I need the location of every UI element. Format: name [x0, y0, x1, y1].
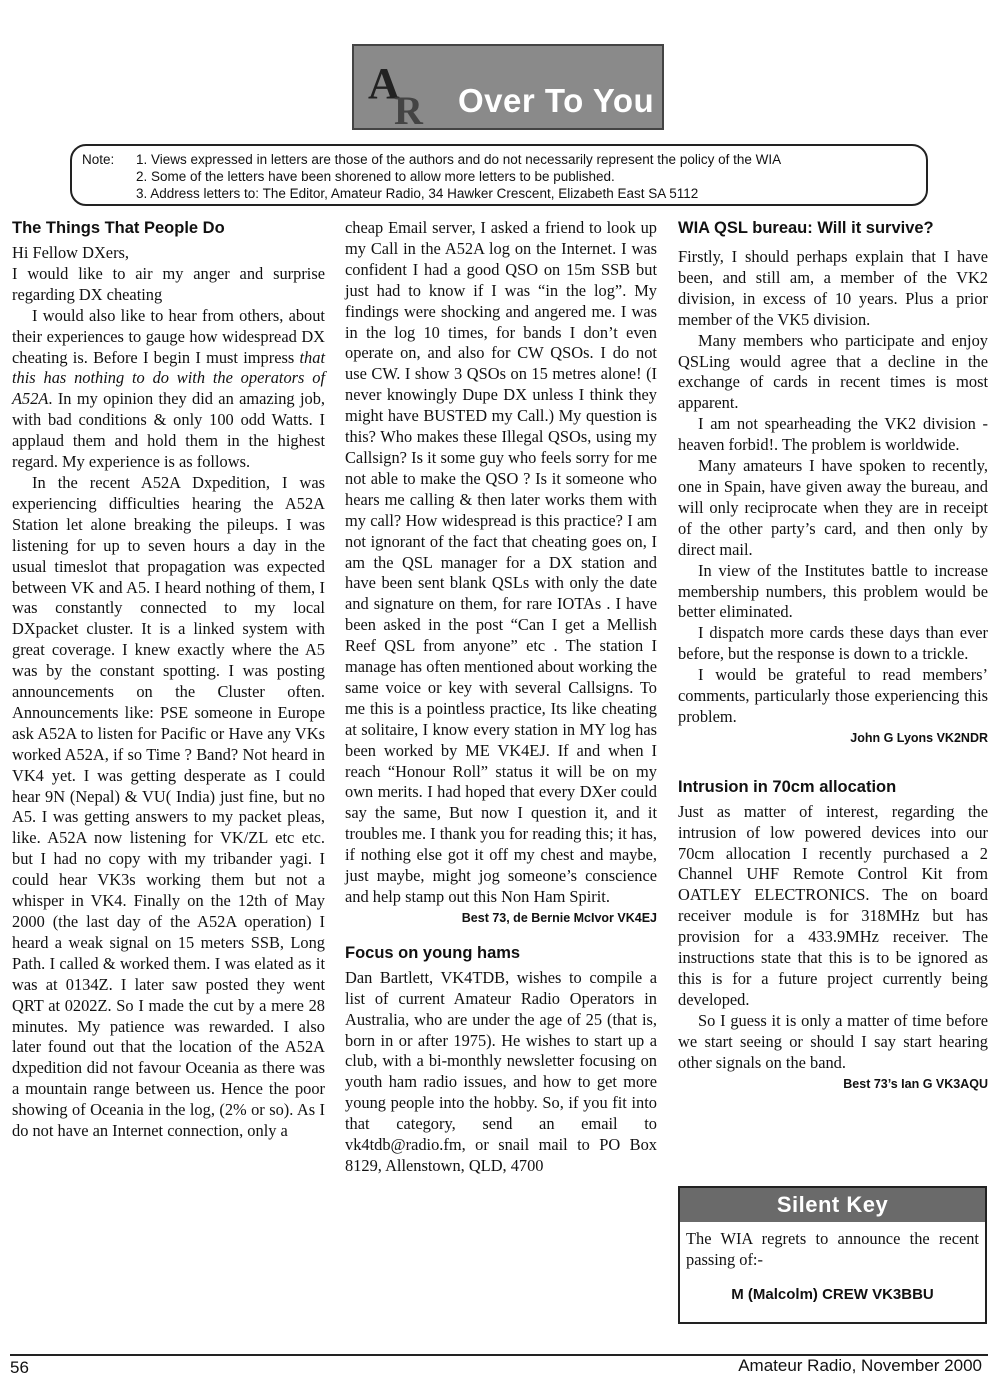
- article-text: In view of the Institutes battle to increase membership numbers, this problem would be better eliminated.: [678, 560, 988, 622]
- article-text: Dan Bartlett, VK4TDB, wishes to compile a list of current Amateur Radio Operators in Australia, who are under the age of 25 (that is, born in or after 1975). He wishes to start up a club, with a bi-monthly newsletter focusing on youth ham radio issues, and how to get more young people into the hobby. So, if you fit into that category, send an email to vk4tdb@radio.fm, or snail mail to PO Box 8129, Allenstown, QLD, 4700: [345, 967, 657, 1175]
- emphasis-text: that this has nothing to do with the operators of A52A: [12, 347, 325, 409]
- silent-key-box: [678, 1186, 987, 1324]
- article-text: So I guess it is only a matter of time before we start seeing or should I say start hearing other signals on the band.: [678, 1010, 988, 1072]
- svg-text:A: A: [368, 59, 400, 108]
- silent-key-text: The WIA regrets to announce the recent passing of:-: [686, 1229, 979, 1269]
- article-text: I would also like to hear from others, about their experiences to gauge how widespread DX cheating is. Before I begin I must impress that this has nothing to do with the operators of A52A. In my opinion they did an amazing job, with bad conditions & only 100 odd Watts. I applaud them and hold them in the highest regard. My experience is as follows.: [12, 305, 325, 472]
- article-text: Just as matter of interest, regarding the intrusion of low powered devices into our 70cm allocation I recently purchased a 2 Channel UHF Remote Control Kit from OATLEY ELECTRONICS. The on board receiver module is for 318MHz but has provision for a 433.9MHz receiver. The instructions state that this is to be ignored as this is for a future project currently being developed.: [678, 801, 988, 1009]
- article-text: I would be grateful to read members’ comments, particularly those experiencing this problem.: [678, 665, 988, 726]
- article-text: I dispatch more cards these days than ever before, but the response is down to a trickle.: [678, 623, 988, 664]
- article-text: I am not spearheading the VK2 division - heaven forbid!. The problem is worldwide.: [678, 414, 988, 455]
- article-heading-young-hams: Focus on young hams: [345, 943, 521, 962]
- silent-key-title: Silent Key: [680, 1188, 985, 1222]
- silent-key-name: M (Malcolm) CREW VK3BBU: [731, 1286, 934, 1303]
- article-heading-intrusion: Intrusion in 70cm allocation: [678, 777, 897, 796]
- article-text: Many members who participate and enjoy QSLing would agree that a decline in the exchange of cards in recent times is most apparent.: [678, 330, 988, 413]
- column-1: [12, 218, 325, 1142]
- note-line: 1. Views expressed in letters are those of the authors and do not necessarily represent the policy of the WIA: [136, 152, 782, 167]
- editorial-note: [70, 144, 928, 206]
- article-heading-qsl-bureau: WIA QSL bureau: Will it survive?: [678, 219, 934, 237]
- page-number: 56: [10, 1358, 29, 1377]
- article-text: I would like to air my anger and surprise regarding DX cheating: [12, 263, 325, 304]
- article-signature: Best 73, de Bernie McIvor VK4EJ: [461, 910, 657, 925]
- article-text: cheap Email server, I asked a friend to look up my Call in the A52A log on the Internet. I was confident I had a good QSO on 15m SSB but just had to know if I was “in the log”. My findings were shocking and angered me. I was in the log 10 times, for bands I don’t even operate on, and also for CW QSOs. I do not use CW. I show 3 QSOs on 15 metres alone! (I never knowingly Dupe DX unless I think they might have BUSTED my Call.) My question is this? Who makes these Illegal QSOs, using my Callsign? Is it some guy who feels sorry for me not able to make the QSO ? Is it someone who hears me calling & then later works them with my call? How widespread is this practice? I am not ignorant of the fact that cheating goes on, I am the QSL manager for a DX station and have been sent blank QSLs with only the date and signature on them, for rare IOTAs . I have been asked in the post “Can I get a Mellish Reef QSL from anyone” etc . The station I manage has often mentioned about working the same voice or key with several Callsigns. To me this is a pointless practice, Its like cheating at solitaire, I know every station in MY log has been worked by ME VK4EJ. If and when I reach “Honour Roll” status it will be on my own merits. I had hoped that every DXer could say the same, But now I question it, and it troubles me. I thank you for reading this; it has, if nothing else got it off my chest and maybe, just maybe, might jog someone’s conscience and help stamp out this Non Ham Spirit.: [345, 218, 657, 906]
- section-banner: [352, 44, 664, 130]
- publication-info: Amateur Radio, November 2000: [738, 1356, 982, 1375]
- article-heading-things-people-do: The Things That People Do: [12, 219, 225, 237]
- article-signature: Best 73’s Ian G VK3AQU: [843, 1076, 988, 1091]
- svg-text:R: R: [394, 88, 423, 128]
- article-text: Hi Fellow DXers,: [12, 243, 129, 262]
- article-text: In the recent A52A Dxpedition, I was experiencing difficulties hearing the A52A Station let alone breaking the pileups. I was listening for up to seven hours a day in the usual timeslot that propagation was expected between VK and A5. I heard nothing of them, I was constantly connected to my local DXpacket cluster. It is a linked system with great coverage. I knew exactly where the A5 was by the constant spotting. I was posting announcements on the Cluster often. Announcements like: PSE someone in Europe ask A52A to listen for Pacific or Have any VKs worked A52A, if so Time ? Band? Not heard in VK4 yet. I was getting desperate as I could hear 9N (Nepal) & VU( India) just fine, but no A5. I was getting answers to my packet pleas, like. A52A now listening for VK/ZL etc etc. but I had no copy with my tribander yagi. I could hear VK3s working them but not a whisper in VK4. Finally on the 12th of May 2000 (the last day of the A52A operation) I heard a weak signal on 15 meters SSB, Long Path. I called & worked them. I was elated as it was at 0134Z. I later saw posted they went QRT at 0202Z. So I made the cut by a mere 28 minutes. My patience was rewarded. I also later found out that the location of the A52A dxpedition did not favour Oceania as there was a mountain range between us. Hence the poor showing of Oceania in the log, (2% or so). As I do not have an Internet connection, only a: [12, 472, 325, 1141]
- ar-logo-icon: [364, 52, 444, 128]
- article-text: Firstly, I should perhaps explain that I have been, and still am, a member of the VK2 division, in excess of 10 years. Plus a prior member of the VK5 division.: [678, 247, 988, 329]
- article-text: Many amateurs I have spoken to recently, one in Spain, have given away the bureau, and will only reciprocate when they are in receipt of the other party’s card, and then only by direct mail.: [678, 456, 988, 559]
- article-signature: John G Lyons VK2NDR: [850, 730, 988, 745]
- column-3: [678, 218, 988, 1108]
- column-2: [345, 218, 657, 1177]
- note-line: 2. Some of the letters have been shorened to allow more letters to be published.: [136, 169, 615, 184]
- section-title: Over To You: [458, 82, 655, 119]
- note-line: 3. Address letters to: The Editor, Amateur Radio, 34 Hawker Crescent, Elizabeth East SA 5112: [136, 186, 699, 201]
- note-label: Note:: [82, 152, 115, 167]
